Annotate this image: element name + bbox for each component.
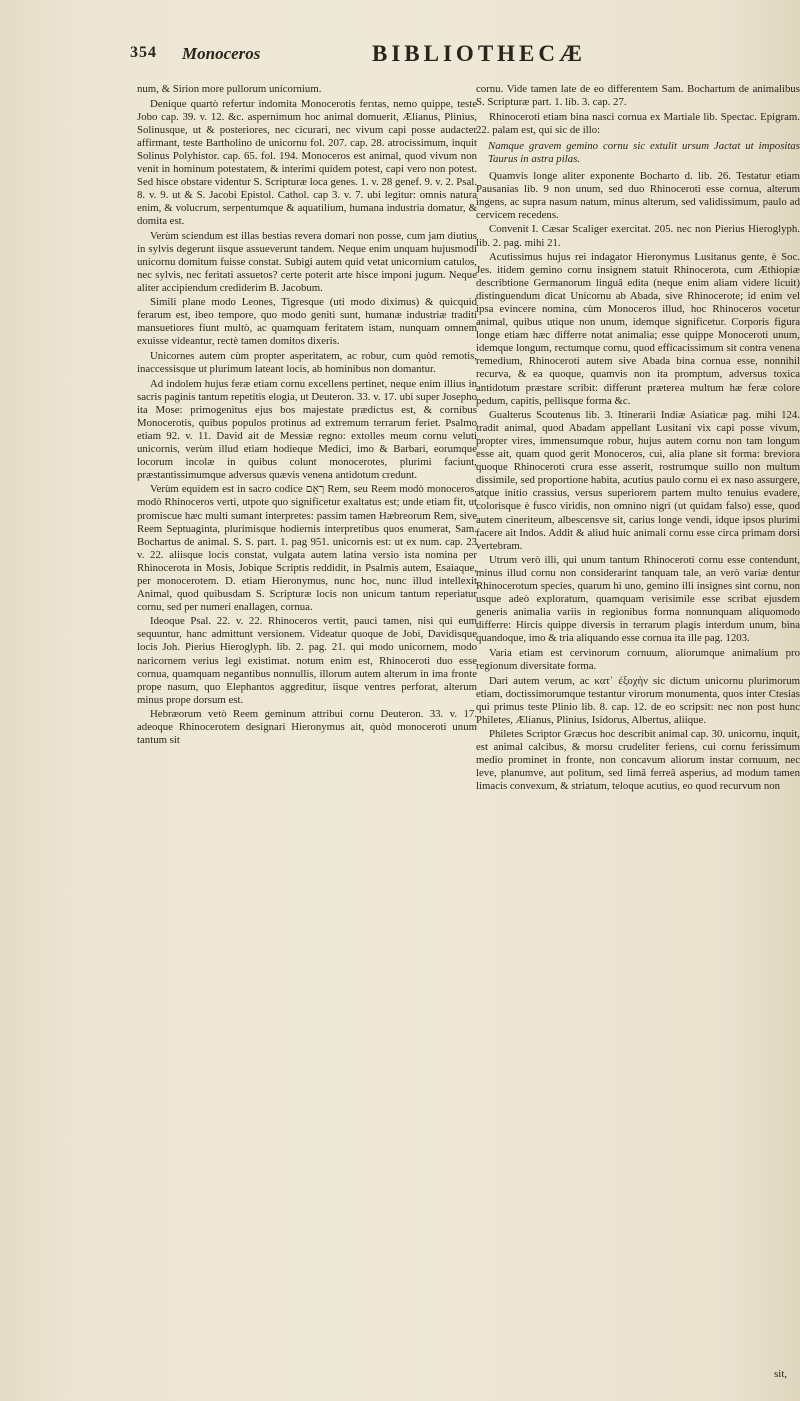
running-head: Monoceros (182, 44, 261, 63)
paragraph: Rhinoceroti etiam bina nasci cornua ex Martiale lib. Spectac. Epigram. 22. palam est, qui sic de illo: (476, 110, 800, 136)
paragraph: Ideoque Psal. 22. v. 22. Rhinoceros vertit, pauci tamen, nisi qui eum sequuntur, hanc admittunt versionem. Videatur quoque de Jobi, Davidisque locis Joh. Pierius Hieroglyph. lib. 2. pag. 21. qui modo unicornem, modo naricornem verius legi existimat. notum enim est, Rhinoceroti duo esse cornua, quamquam negantibus nonnullis, illorum autem alterum in ima fronte prope nasum, quo Elephantos aggreditur, iisque ventres perforat, alterum minus prope dorsum est. (137, 615, 477, 706)
paragraph: Dari autem verum, ac κατ᾽ ἐξοχὴν sic dictum unicornu plurimorum etiam, doctissimorumque testantur virorum monumenta, quos inter Ctesias qui primus teste Plinio lib. 8. cap. 12. de eo scripsit: nec non post hunc Philetes, Ælianus, Plinius, Isidorus, Albertus, aliique. (476, 674, 800, 726)
page-header (130, 41, 770, 74)
paragraph: Verùm equidem est in sacro codice רְאֵם Rem, seu Reem modò monoceros, modò Rhinoceros verti, utpote quo significetur exaltatus est; unde etiam fit, ut promiscue hæc multi sumant interpretes: passim tamen Hæbreorum Rem, sive Reem Septuaginta, plurimisque hodiernis interpretibus quos enumerat, Sam. Bochartus de animal. S. S. part. 1. pag 951. unicornis est: ut ex num. cap. 23 v. 22. aliisque locis constat, vulgata autem latina versio ista nomina per Rhinocerota in Mosis, Jobique Scriptis reddidit, in Psalmis autem, Esaiaque, per monocerotem. D. etiam Hieronymus, nunc hoc, nunc illud intellexit Animal, quod quibusdam S. Scripturæ locis non unicum tantum reperiatur cornu, sed per numeri enallagen, cornua. (137, 483, 477, 613)
paragraph: Acutissimus hujus rei indagator Hieronymus Lusitanus gente, è Soc. Jes. itidem gemino cornu insignem statuit Rhinocerota, cum Æthiopiæ describtione Germanorum linguâ edita (neque enim aliam videre licuit) distinguendum dicat Unicornu ab Abada, sive Rhinocerote; id enim vel ipsa evincere nomina, cùm Monoceros illud, hoc Rhinoceros vocetur animal, quibus utique non unum, idemque significetur. Corporis figura longe etiam hæc differre notat animalia; esse quippe Monoceroti unum, idemque longum, rectumque cornu, quod efficacissimum sit contra venena remedium, Rhinoceroti autem sive Abada bina cornua esse, nonnihil recurva, & ea quoque, quamvis non ita promptum, adversus toxica antidotum præstare scribit: differunt præterea multum hæ feræ colore pedum, capitis, pellisque forma &c. (476, 251, 800, 407)
paragraph: Varia etiam est cervinorum cornuum, aliorumque animalium pro regionum diversitate forma. (476, 646, 800, 673)
paragraph: Verùm sciendum est illas bestias revera domari non posse, cum jam diutius in sylvis degerunt iisque assueverunt tandem. Neque enim unquam hujusmodi unicornu domitum fuisse constat. Subigi autem quid vetat unicornium catulos, nec sylvis, nec feritati assuetos? certe poterit arte hisce imponi jugum. Neque aliter accipiendum crediderim B. Jacobum. (137, 229, 477, 294)
paragraph: Simili plane modo Leones, Tigresque (uti modo diximus) & quicquid ferarum est, ibeo tempore, quo modo geniti sunt, humanæ industriæ traditi mansuetiores fiunt multò, ac quamquam feritatem istam, nunquam omnem exuisse videantur, rectè tamen domitos dixeris. (137, 296, 477, 348)
paragraph: cornu. Vide tamen late de eo differentem Sam. Bochartum de animalibus S. Scripturæ part. 1. lib. 3. cap. 27. (476, 83, 800, 109)
paragraph: Hebræorum vetò Reem geminum attribui cornu Deuteron. 33. v. 17. adeoque Rhinocerotem designari Hieronymus ait, quòd monoceroti unum tantum sit (137, 708, 477, 747)
paragraph: Unicornes autem cùm propter asperitatem, ac robur, cum quòd remotis, inaccessisque ut plurimum lateant locis, ab hominibus non domantur. (137, 349, 477, 375)
catchword: sit, (774, 1368, 788, 1380)
paragraph: Gualterus Scoutenus lib. 3. Itinerarii Indiæ Asiaticæ pag. mihi 124. tradit animal, quod Abadam appellant Lusitani vix capi posse vivum, propter vires, immensumque robur, hujus autem cornu non tam longum esse ait, quam quod gerit Monoceros, cui, alia plane sit forma: breviora quoque Rhinoceroti crura esse asserit, rostrumque suillo non multum dissimile, sed proportione habita, acutius paulo cornu ei ex naso assurgere, atque initio crassius, versus superiorem partem multo tenuius evadere, colorisque è fusco viridis, non omnino nigri (ut quidam falso) esse, quod autem cineriteum, albescensve sit, carius longe vendi, idque ipsos plurimi facere ait Indos. Addit & aliud huic animali cornu esse circa primam dorsi vertebram. (476, 409, 800, 552)
page-number: 354 (130, 44, 157, 61)
paragraph: num, & Sirion more pullorum unicornium. (137, 83, 322, 95)
paragraph: Denique quartò refertur indomita Monocerotis ferıtas, nemo quippe, teste Jobo cap. 39. v. 12. &c. aspernimum hoc animal domuerit, Ælianus, Plinius, Solinusque, ut & posteriores, nec cicurari, nec vivum capi posse audacter affirmant, teste Bartholino de unicornu fol. 207. cap. 28. atrocissimum, inquit Solinus Polyhistor. cap. 65. fol. 194. Monoceros est animal, quod vivum non venit in hominum potestatem, & interimi quidem potest, capi vero non potest. Sed hisce obstare videntur S. Scripturæ loca genes. 1. v. 28 genef. 9. v. 2. Psal. 8. v. 9. ut & S. Jacobi Epistol. Cathol. cap 3. v. 7. ubi legitur: omnis natura enim, & volucrum, serpentumque & aquatilium, humana industria domatur, & domita est. (137, 97, 477, 227)
left-column (137, 83, 477, 1383)
paragraph: Ad indolem hujus feræ etiam cornu excellens pertinet, neque enim illius in sacris paginis tantum repetitis elogia, ut Deuteron. 33. v. 17. ubi super Josepho ita Mose: primogenitus ejus bos majestate prædictus est, & cornibus Monocerotis, quibus populos protinus ad extremum terrarum feriet. Psalmo etiam 92. v. 11. David ait de Messiæ regno: extolles meum cornu veluti unicornis, verùm illud etiam hodieque Medici, imo & Barbari, eorumque locorum incolæ in quibus colunt monocerotes, plurimi faciunt, præstantissimumque adversus quævis venena antidotum credunt. (137, 377, 477, 481)
paragraph: Utrum verò illi, qui unum tantum Rhinoceroti cornu esse contendunt, minus illud cornu non considerarint tanquam tale, an verò variæ dentur Rhinocerotum species, quarum hi uno, gemino illi insignes sint cornu, non usque adeò exploratum, quamquam verisimile esse scribat ejusdem generis animalia variis in regionibus forma nonnunquam aliquomodo differre: Hircis quippe diversis in terrarum plagis interdum unum, bina quandoque, imo & tria aliquando esse cornua ita ille pag. 1203. (476, 554, 800, 645)
page-title: BIBLIOTHECÆ (372, 41, 586, 66)
right-column (476, 83, 800, 1383)
paragraph: Philetes Scriptor Græcus hoc describit animal cap. 30. unicornu, inquit, est animal calcibus, & morsu crudeliter feriens, cui cornu ferissimum medio prominet in fronte, non concavum aliorum instar cornuum, nec leve, planumve, aut politum, sed limâ ferreâ asperius, ad modum tamen limacis convexum, & striatum, teloque acutius, eo quod recurvum non (476, 728, 800, 793)
paragraph: Quamvis longe aliter exponente Bocharto d. lib. 26. Testatur etiam Pausanias lib. 9 non unum, sed duo Rhinoceroti esse cornua, alterum ingens, ac supra nasum natum, minus alterum, sed validissimum, paulo ad cervicem recedens. (476, 169, 800, 221)
verse-quote: Namque gravem gemino cornu sic extulit ursum Jactat ut impositas Taurus in astra pilas. (488, 139, 800, 165)
paragraph: Convenit I. Cæsar Scaliger exercitat. 205. nec non Pierius Hieroglyph. lib. 2. pag. mihi 21. (476, 223, 800, 249)
